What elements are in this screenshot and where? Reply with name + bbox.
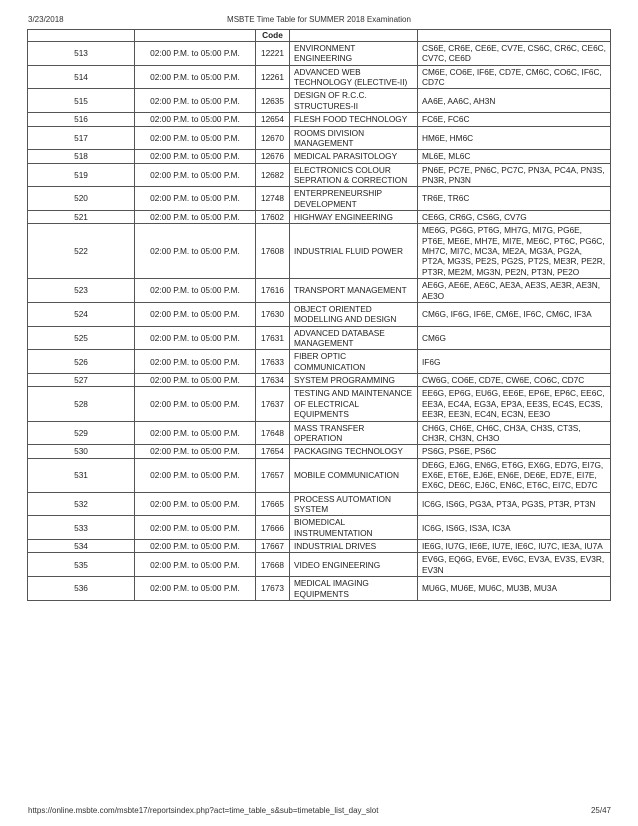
cell-code: 12670 — [256, 126, 290, 150]
cell-code: 17637 — [256, 387, 290, 421]
cell-courses: ML6E, ML6C — [418, 150, 611, 163]
cell-sr-no: 523 — [28, 279, 135, 303]
page-number: 25/47 — [590, 806, 611, 815]
cell-time: 02:00 P.M. to 05:00 P.M. — [135, 553, 256, 577]
cell-courses: DE6G, EJ6G, EN6G, ET6G, EX6G, ED7G, EI7G, EX6E, ET6E, EJ6E, EN6E, DE6E, ED7E, EI7E, EX6C, DE6C, EJ6C, EN6C, ET6C, EI7C, ED7C — [418, 458, 611, 492]
cell-code: 12654 — [256, 113, 290, 126]
cell-subject: DESIGN OF R.C.C. STRUCTURES-II — [290, 89, 418, 113]
cell-time: 02:00 P.M. to 05:00 P.M. — [135, 211, 256, 224]
cell-code: 17633 — [256, 350, 290, 374]
cell-sr-no: 515 — [28, 89, 135, 113]
cell-time: 02:00 P.M. to 05:00 P.M. — [135, 187, 256, 211]
cell-courses: AE6G, AE6E, AE6C, AE3A, AE3S, AE3R, AE3N, AE3O — [418, 279, 611, 303]
cell-code: 17673 — [256, 577, 290, 601]
cell-courses: PS6G, PS6E, PS6C — [418, 445, 611, 458]
cell-time: 02:00 P.M. to 05:00 P.M. — [135, 42, 256, 66]
cell-subject: MASS TRANSFER OPERATION — [290, 421, 418, 445]
cell-subject: TESTING AND MAINTENANCE OF ELECTRICAL EQUIPMENTS — [290, 387, 418, 421]
cell-courses: FC6E, FC6C — [418, 113, 611, 126]
cell-code: 17657 — [256, 458, 290, 492]
table-row — [28, 350, 611, 374]
cell-sr-no: 522 — [28, 224, 135, 279]
cell-code: 17616 — [256, 279, 290, 303]
cell-code: 17602 — [256, 211, 290, 224]
cell-subject: SYSTEM PROGRAMMING — [290, 374, 418, 387]
cell-courses: CM6E, CO6E, IF6E, CD7E, CM6C, CO6C, IF6C, CD7C — [418, 65, 611, 89]
cell-sr-no: 517 — [28, 126, 135, 150]
cell-courses: IC6G, IS6G, IS3A, IC3A — [418, 516, 611, 540]
cell-code: 17666 — [256, 516, 290, 540]
table-row — [28, 374, 611, 387]
page-title: MSBTE Time Table for SUMMER 2018 Examination — [227, 15, 411, 24]
cell-time: 02:00 P.M. to 05:00 P.M. — [135, 163, 256, 187]
table-row — [28, 326, 611, 350]
cell-sr-no: 526 — [28, 350, 135, 374]
table-row — [28, 163, 611, 187]
cell-sr-no: 513 — [28, 42, 135, 66]
cell-courses: CW6G, CO6E, CD7E, CW6E, CO6C, CD7C — [418, 374, 611, 387]
cell-courses: CE6G, CR6G, CS6G, CV7G — [418, 211, 611, 224]
page-url: https://online.msbte.com/msbte17/reportsindex.php?act=time_table_s&sub=timetable_list_day_slot — [28, 806, 379, 815]
cell-subject: PACKAGING TECHNOLOGY — [290, 445, 418, 458]
cell-courses: MU6G, MU6E, MU6C, MU3B, MU3A — [418, 577, 611, 601]
cell-code: 17634 — [256, 374, 290, 387]
cell-time: 02:00 P.M. to 05:00 P.M. — [135, 224, 256, 279]
cell-courses: CS6E, CR6E, CE6E, CV7E, CS6C, CR6C, CE6C, CV7C, CE6D — [418, 42, 611, 66]
cell-code: 12635 — [256, 89, 290, 113]
cell-subject: HIGHWAY ENGINEERING — [290, 211, 418, 224]
cell-time: 02:00 P.M. to 05:00 P.M. — [135, 421, 256, 445]
header-subject — [290, 30, 418, 42]
cell-sr-no: 535 — [28, 553, 135, 577]
cell-subject: FIBER OPTIC COMMUNICATION — [290, 350, 418, 374]
table-row — [28, 42, 611, 66]
cell-subject: TRANSPORT MANAGEMENT — [290, 279, 418, 303]
table-row — [28, 126, 611, 150]
cell-courses: TR6E, TR6C — [418, 187, 611, 211]
cell-time: 02:00 P.M. to 05:00 P.M. — [135, 113, 256, 126]
cell-sr-no: 525 — [28, 326, 135, 350]
cell-subject: PROCESS AUTOMATION SYSTEM — [290, 492, 418, 516]
cell-time: 02:00 P.M. to 05:00 P.M. — [135, 65, 256, 89]
cell-courses: ME6G, PG6G, PT6G, MH7G, MI7G, PG6E, PT6E, ME6E, MH7E, MI7E, ME6C, PT6C, PG6C, MH7C, MI7C, MC3A, ME2A, MG3A, PG2A, PT2A, MG3S, PE2S, PG2S, PT2S, ME3R, PE2R, PT3R, ME2M, MG3N, PE2N, PT3N, PE2O — [418, 224, 611, 279]
cell-time: 02:00 P.M. to 05:00 P.M. — [135, 150, 256, 163]
cell-code: 12676 — [256, 150, 290, 163]
cell-sr-no: 530 — [28, 445, 135, 458]
table-row — [28, 302, 611, 326]
cell-sr-no: 528 — [28, 387, 135, 421]
cell-code: 12748 — [256, 187, 290, 211]
table-row — [28, 492, 611, 516]
table-row — [28, 445, 611, 458]
cell-subject: MOBILE COMMUNICATION — [290, 458, 418, 492]
header-row — [28, 30, 611, 42]
cell-sr-no: 529 — [28, 421, 135, 445]
cell-subject: OBJECT ORIENTED MODELLING AND DESIGN — [290, 302, 418, 326]
cell-subject: ELECTRONICS COLOUR SEPRATION & CORRECTION — [290, 163, 418, 187]
cell-courses: PN6E, PC7E, PN6C, PC7C, PN3A, PC4A, PN3S, PN3R, PN3N — [418, 163, 611, 187]
cell-code: 12221 — [256, 42, 290, 66]
cell-time: 02:00 P.M. to 05:00 P.M. — [135, 89, 256, 113]
cell-code: 12261 — [256, 65, 290, 89]
cell-sr-no: 532 — [28, 492, 135, 516]
cell-subject: VIDEO ENGINEERING — [290, 553, 418, 577]
cell-courses: CM6G — [418, 326, 611, 350]
table-row — [28, 387, 611, 421]
cell-code: 17665 — [256, 492, 290, 516]
cell-time: 02:00 P.M. to 05:00 P.M. — [135, 126, 256, 150]
cell-code: 17668 — [256, 553, 290, 577]
cell-subject: BIOMEDICAL INSTRUMENTATION — [290, 516, 418, 540]
cell-code: 17667 — [256, 540, 290, 553]
cell-code: 17654 — [256, 445, 290, 458]
table-row — [28, 553, 611, 577]
cell-time: 02:00 P.M. to 05:00 P.M. — [135, 516, 256, 540]
table-row — [28, 65, 611, 89]
cell-sr-no: 531 — [28, 458, 135, 492]
print-footer — [0, 806, 638, 822]
cell-subject: INDUSTRIAL FLUID POWER — [290, 224, 418, 279]
cell-courses: IF6G — [418, 350, 611, 374]
cell-code: 17648 — [256, 421, 290, 445]
cell-courses: HM6E, HM6C — [418, 126, 611, 150]
cell-sr-no: 536 — [28, 577, 135, 601]
cell-sr-no: 514 — [28, 65, 135, 89]
header-sr-no — [28, 30, 135, 42]
table-row — [28, 421, 611, 445]
table-row — [28, 540, 611, 553]
cell-sr-no: 516 — [28, 113, 135, 126]
header-time — [135, 30, 256, 42]
header-courses — [418, 30, 611, 42]
cell-courses: CM6G, IF6G, IF6E, CM6E, IF6C, CM6C, IF3A — [418, 302, 611, 326]
cell-time: 02:00 P.M. to 05:00 P.M. — [135, 350, 256, 374]
table-row — [28, 150, 611, 163]
cell-subject: ENVIRONMENT ENGINEERING — [290, 42, 418, 66]
cell-code: 17631 — [256, 326, 290, 350]
cell-sr-no: 527 — [28, 374, 135, 387]
cell-sr-no: 518 — [28, 150, 135, 163]
cell-time: 02:00 P.M. to 05:00 P.M. — [135, 577, 256, 601]
cell-subject: MEDICAL PARASITOLOGY — [290, 150, 418, 163]
cell-sr-no: 519 — [28, 163, 135, 187]
cell-courses: EE6G, EP6G, EU6G, EE6E, EP6E, EP6C, EE6C, EE3A, EC4A, EG3A, EP3A, EE3S, EC4S, EC3S, EE3R, EE3N, EC4N, EC3N, EE3O — [418, 387, 611, 421]
timetable-header — [28, 30, 611, 42]
cell-time: 02:00 P.M. to 05:00 P.M. — [135, 279, 256, 303]
print-date: 3/23/2018 — [28, 15, 64, 24]
table-row — [28, 113, 611, 126]
cell-subject: ADVANCED DATABASE MANAGEMENT — [290, 326, 418, 350]
cell-code: 17608 — [256, 224, 290, 279]
cell-subject: INDUSTRIAL DRIVES — [290, 540, 418, 553]
timetable — [27, 29, 611, 601]
table-row — [28, 279, 611, 303]
cell-time: 02:00 P.M. to 05:00 P.M. — [135, 374, 256, 387]
cell-time: 02:00 P.M. to 05:00 P.M. — [135, 445, 256, 458]
table-row — [28, 211, 611, 224]
cell-subject: ENTERPRENEURSHIP DEVELOPMENT — [290, 187, 418, 211]
cell-time: 02:00 P.M. to 05:00 P.M. — [135, 326, 256, 350]
table-row — [28, 577, 611, 601]
cell-courses: IE6G, IU7G, IE6E, IU7E, IE6C, IU7C, IE3A, IU7A — [418, 540, 611, 553]
cell-subject: ADVANCED WEB TECHNOLOGY (ELECTIVE-II) — [290, 65, 418, 89]
cell-subject: ROOMS DIVISION MANAGEMENT — [290, 126, 418, 150]
cell-time: 02:00 P.M. to 05:00 P.M. — [135, 302, 256, 326]
table-row — [28, 458, 611, 492]
cell-sr-no: 524 — [28, 302, 135, 326]
cell-courses: IC6G, IS6G, PG3A, PT3A, PG3S, PT3R, PT3N — [418, 492, 611, 516]
cell-code: 17630 — [256, 302, 290, 326]
cell-time: 02:00 P.M. to 05:00 P.M. — [135, 458, 256, 492]
cell-sr-no: 533 — [28, 516, 135, 540]
cell-courses: AA6E, AA6C, AH3N — [418, 89, 611, 113]
cell-sr-no: 521 — [28, 211, 135, 224]
cell-courses: EV6G, EQ6G, EV6E, EV6C, EV3A, EV3S, EV3R, EV3N — [418, 553, 611, 577]
cell-sr-no: 534 — [28, 540, 135, 553]
cell-subject: MEDICAL IMAGING EQUIPMENTS — [290, 577, 418, 601]
table-row — [28, 516, 611, 540]
cell-code: 12682 — [256, 163, 290, 187]
cell-courses: CH6G, CH6E, CH6C, CH3A, CH3S, CT3S, CH3R, CH3N, CH3O — [418, 421, 611, 445]
table-row — [28, 224, 611, 279]
cell-time: 02:00 P.M. to 05:00 P.M. — [135, 492, 256, 516]
table-row — [28, 89, 611, 113]
cell-subject: FLESH FOOD TECHNOLOGY — [290, 113, 418, 126]
print-header — [0, 0, 638, 30]
cell-time: 02:00 P.M. to 05:00 P.M. — [135, 540, 256, 553]
timetable-body — [28, 42, 611, 601]
header-code: Code — [256, 30, 290, 42]
cell-sr-no: 520 — [28, 187, 135, 211]
table-row — [28, 187, 611, 211]
cell-time: 02:00 P.M. to 05:00 P.M. — [135, 387, 256, 421]
